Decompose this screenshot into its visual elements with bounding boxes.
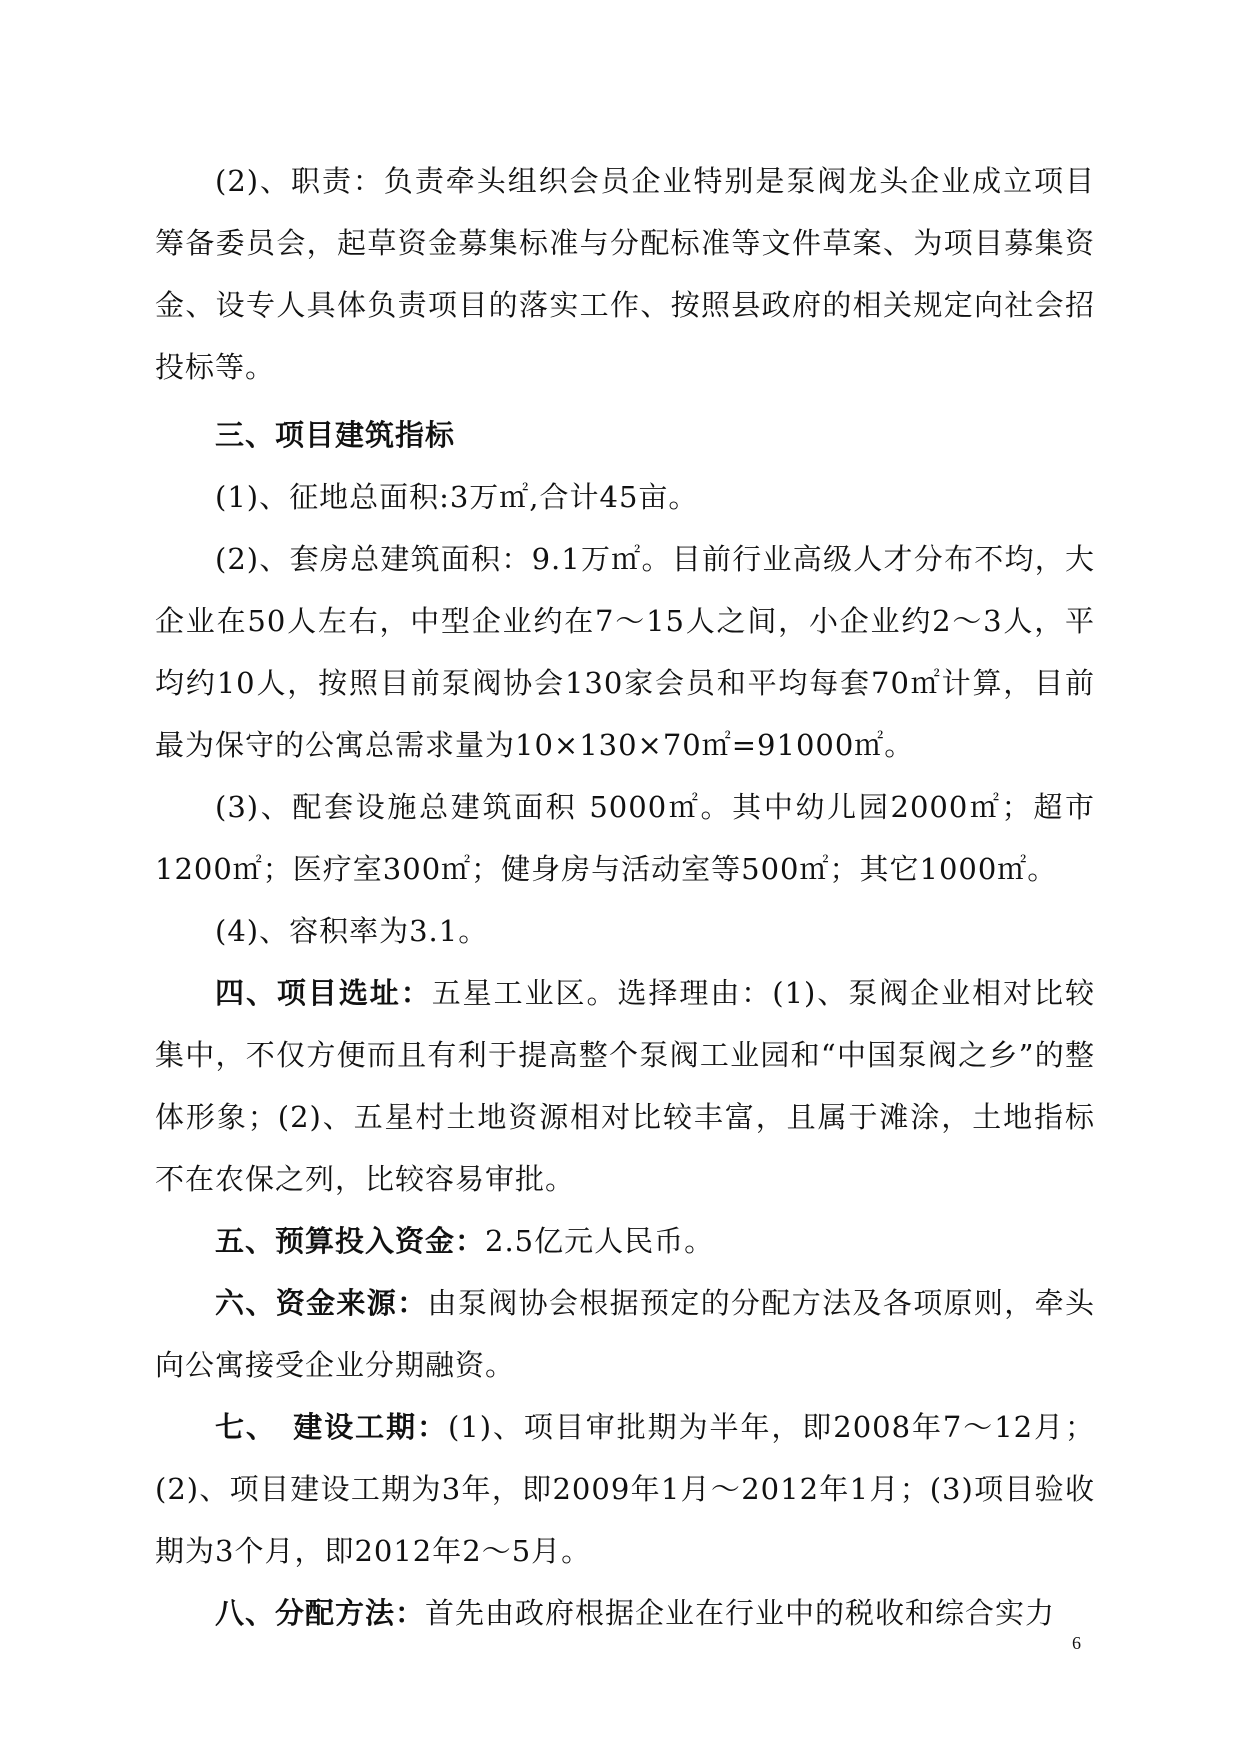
paragraph-funding-source [155, 1272, 1095, 1396]
paragraph-site-selection [155, 962, 1095, 1210]
construction-period-text: (1)、项目审批期为半年，即2008年7～12月；(2)、项目建设工期为3年，即2009年1月～2012年1月；(3)项目验收期为3个月，即2012年2～5月。 [155, 1410, 1095, 1568]
paragraph-budget [155, 1210, 1095, 1272]
paragraph-duties: (2)、职责：负责牵头组织会员企业特别是泵阀龙头企业成立项目筹备委员会，起草资金募集标准与分配标准等文件草案、为项目募集资金、设专人具体负责项目的落实工作、按照县政府的相关规定向社会招投标等。 [155, 164, 1095, 384]
funding-source-text: 由泵阀协会根据预定的分配方法及各项原则，牵头向公寓接受企业分期融资。 [155, 1286, 1095, 1382]
paragraph-distribution-method [155, 1582, 1095, 1644]
paragraph-plot-ratio: (4)、容积率为3.1。 [215, 914, 489, 948]
paragraph-facilities-area: (3)、配套设施总建筑面积 5000㎡。其中幼儿园2000㎡；超市1200㎡；医疗室300㎡；健身房与活动室等500㎡；其它1000㎡。 [155, 790, 1095, 886]
budget-label: 五、预算投入资金： [215, 1224, 486, 1258]
construction-period-label: 七、 建设工期： [215, 1410, 448, 1444]
budget-text: 2.5亿元人民币。 [485, 1224, 715, 1258]
paragraph-housing-area: (2)、套房总建筑面积：9.1万㎡。目前行业高级人才分布不均，大企业在50人左右，中型企业约在7～15人之间，小企业约2～3人，平均约10人，按照目前泵阀协会130家会员和平均每套70㎡计算，目前最为保守的公寓总需求量为10×130×70㎡=91000㎡。 [155, 542, 1095, 762]
distribution-method-text: 首先由政府根据企业在行业中的税收和综合实力 [425, 1596, 1056, 1630]
distribution-method-label: 八、分配方法： [215, 1596, 426, 1630]
site-selection-text: 五星工业区。选择理由：(1)、泵阀企业相对比较集中，不仅方便而且有利于提高整个泵阀工业园和“中国泵阀之乡”的整体形象；(2)、五星村土地资源相对比较丰富，且属于滩涂，土地指标不在农保之列，比较容易审批。 [155, 976, 1095, 1196]
section-heading-building-indicators: 三、项目建筑指标 [215, 418, 456, 452]
paragraph-construction-period [155, 1396, 1095, 1582]
paragraph-land-area: (1)、征地总面积:3万㎡,合计45亩。 [215, 480, 699, 514]
funding-source-label: 六、资金来源： [215, 1286, 428, 1320]
page-number: 6 [1072, 1633, 1081, 1653]
site-selection-label: 四、项目选址： [215, 976, 432, 1010]
document-body [155, 150, 1095, 1644]
